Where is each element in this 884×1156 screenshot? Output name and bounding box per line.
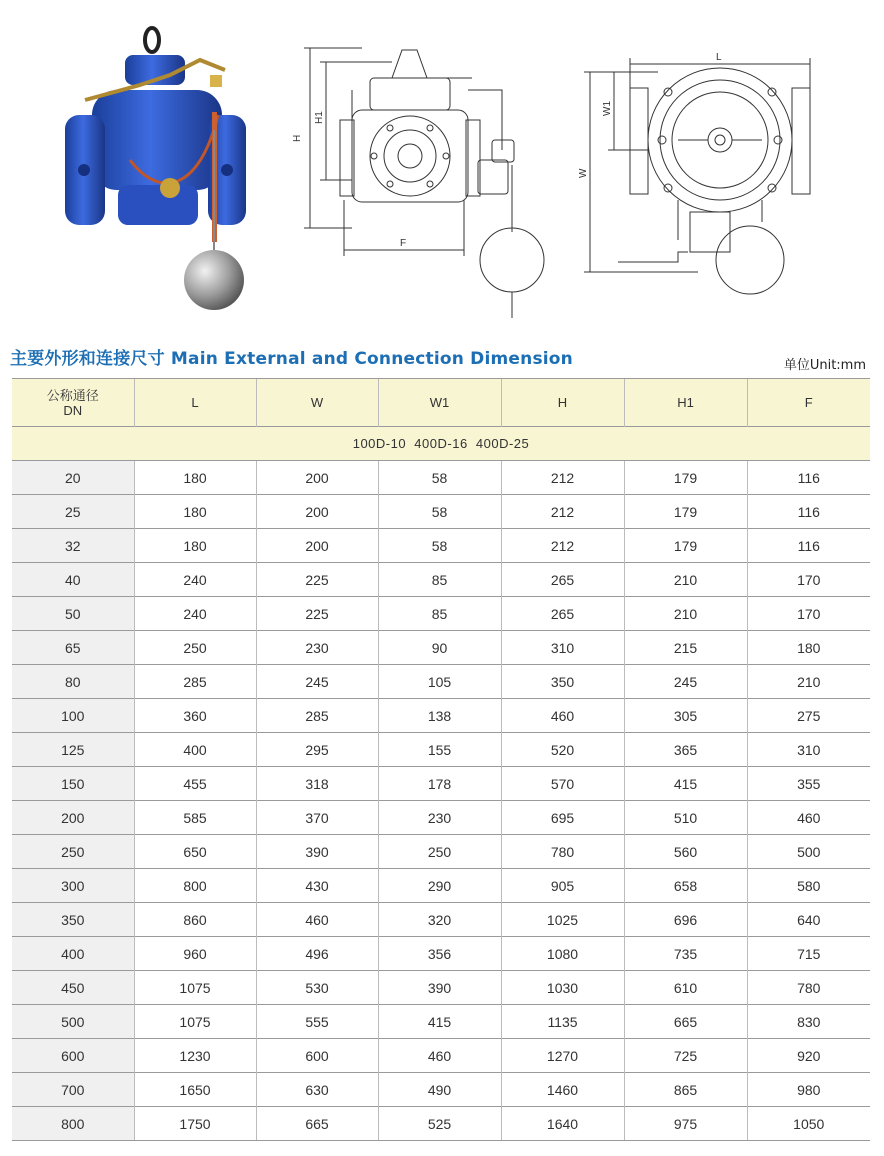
cell-h1: 245 <box>624 665 747 699</box>
cell-h: 212 <box>501 529 624 563</box>
cell-f: 210 <box>747 665 870 699</box>
cell-h1: 415 <box>624 767 747 801</box>
cell-w: 200 <box>256 461 378 495</box>
cell-dn: 65 <box>12 631 134 665</box>
cell-l: 960 <box>134 937 256 971</box>
cell-h1: 510 <box>624 801 747 835</box>
cell-f: 116 <box>747 529 870 563</box>
cell-w: 225 <box>256 597 378 631</box>
side-label-l: L <box>716 52 722 63</box>
cell-dn: 500 <box>12 1005 134 1039</box>
table-row <box>12 1107 870 1141</box>
table-row <box>12 869 870 903</box>
product-figures <box>0 0 884 335</box>
table-row <box>12 529 870 563</box>
cell-w1: 525 <box>378 1107 501 1141</box>
cell-f: 1050 <box>747 1107 870 1141</box>
cell-w: 430 <box>256 869 378 903</box>
header-h1: H1 <box>624 379 747 427</box>
cell-dn: 50 <box>12 597 134 631</box>
cell-dn: 100 <box>12 699 134 733</box>
cell-h1: 865 <box>624 1073 747 1107</box>
header-dn-en: DN <box>63 402 83 418</box>
cell-w1: 155 <box>378 733 501 767</box>
cell-l: 360 <box>134 699 256 733</box>
cell-dn: 300 <box>12 869 134 903</box>
table-row <box>12 801 870 835</box>
cell-h: 570 <box>501 767 624 801</box>
front-view-drawing <box>292 0 552 330</box>
cell-h1: 665 <box>624 1005 747 1039</box>
cell-h1: 696 <box>624 903 747 937</box>
cell-w1: 356 <box>378 937 501 971</box>
cell-h: 265 <box>501 597 624 631</box>
cell-h1: 658 <box>624 869 747 903</box>
cell-h: 520 <box>501 733 624 767</box>
cell-dn: 250 <box>12 835 134 869</box>
cell-f: 355 <box>747 767 870 801</box>
cell-l: 250 <box>134 631 256 665</box>
cell-w1: 230 <box>378 801 501 835</box>
cell-w: 390 <box>256 835 378 869</box>
table-row <box>12 937 870 971</box>
cell-l: 240 <box>134 563 256 597</box>
table-row <box>12 1039 870 1073</box>
cell-dn: 40 <box>12 563 134 597</box>
cell-dn: 25 <box>12 495 134 529</box>
table-row <box>12 1005 870 1039</box>
side-label-w1: W1 <box>602 101 613 116</box>
cell-h: 1135 <box>501 1005 624 1039</box>
cell-h1: 179 <box>624 461 747 495</box>
cell-w1: 85 <box>378 563 501 597</box>
cell-h: 1080 <box>501 937 624 971</box>
cell-h: 350 <box>501 665 624 699</box>
cell-w1: 85 <box>378 597 501 631</box>
cell-f: 170 <box>747 597 870 631</box>
cell-h1: 560 <box>624 835 747 869</box>
header-w1: W1 <box>378 379 501 427</box>
cell-h1: 365 <box>624 733 747 767</box>
cell-dn: 350 <box>12 903 134 937</box>
cell-w: 245 <box>256 665 378 699</box>
cell-w1: 390 <box>378 971 501 1005</box>
cell-dn: 400 <box>12 937 134 971</box>
table-body <box>12 461 870 1141</box>
cell-w1: 290 <box>378 869 501 903</box>
cell-h: 1030 <box>501 971 624 1005</box>
cell-l: 1075 <box>134 1005 256 1039</box>
cell-dn: 20 <box>12 461 134 495</box>
cell-f: 580 <box>747 869 870 903</box>
cell-w1: 58 <box>378 529 501 563</box>
model-group-row <box>12 427 870 461</box>
table-row <box>12 597 870 631</box>
cell-f: 460 <box>747 801 870 835</box>
cell-dn: 32 <box>12 529 134 563</box>
header-l: L <box>134 379 256 427</box>
table-row <box>12 563 870 597</box>
cell-w1: 460 <box>378 1039 501 1073</box>
cell-h1: 725 <box>624 1039 747 1073</box>
front-label-h1: H1 <box>314 111 325 124</box>
header-h: H <box>501 379 624 427</box>
cell-h1: 610 <box>624 971 747 1005</box>
cell-h: 212 <box>501 495 624 529</box>
cell-w: 630 <box>256 1073 378 1107</box>
cell-f: 640 <box>747 903 870 937</box>
cell-w1: 250 <box>378 835 501 869</box>
cell-w: 530 <box>256 971 378 1005</box>
table-row <box>12 631 870 665</box>
cell-f: 830 <box>747 1005 870 1039</box>
cell-h: 1025 <box>501 903 624 937</box>
cell-l: 455 <box>134 767 256 801</box>
cell-h1: 210 <box>624 563 747 597</box>
cell-f: 180 <box>747 631 870 665</box>
cell-w: 225 <box>256 563 378 597</box>
table-row <box>12 665 870 699</box>
cell-dn: 700 <box>12 1073 134 1107</box>
cell-h: 780 <box>501 835 624 869</box>
table-row <box>12 835 870 869</box>
cell-w1: 415 <box>378 1005 501 1039</box>
cell-dn: 200 <box>12 801 134 835</box>
cell-l: 800 <box>134 869 256 903</box>
side-view-drawing <box>578 0 838 330</box>
cell-h: 460 <box>501 699 624 733</box>
table-row <box>12 733 870 767</box>
cell-h: 1640 <box>501 1107 624 1141</box>
cell-w: 600 <box>256 1039 378 1073</box>
cell-f: 780 <box>747 971 870 1005</box>
table-row <box>12 699 870 733</box>
cell-l: 1750 <box>134 1107 256 1141</box>
cell-h: 212 <box>501 461 624 495</box>
cell-dn: 80 <box>12 665 134 699</box>
cell-w: 200 <box>256 529 378 563</box>
cell-f: 275 <box>747 699 870 733</box>
cell-w1: 58 <box>378 495 501 529</box>
cell-w1: 90 <box>378 631 501 665</box>
unit-label: 单位Unit:mm <box>783 358 866 373</box>
cell-f: 920 <box>747 1039 870 1073</box>
cell-w: 285 <box>256 699 378 733</box>
table-row <box>12 903 870 937</box>
cell-h1: 215 <box>624 631 747 665</box>
table-row <box>12 971 870 1005</box>
cell-l: 650 <box>134 835 256 869</box>
cell-f: 170 <box>747 563 870 597</box>
dimension-table <box>12 378 870 1141</box>
valve-photo <box>50 0 260 330</box>
header-dn-cn: 公称通径 <box>46 387 99 403</box>
cell-w: 496 <box>256 937 378 971</box>
cell-f: 500 <box>747 835 870 869</box>
cell-w1: 105 <box>378 665 501 699</box>
cell-dn: 800 <box>12 1107 134 1141</box>
cell-dn: 150 <box>12 767 134 801</box>
header-f: F <box>747 379 870 427</box>
header-w: W <box>256 379 378 427</box>
cell-l: 1075 <box>134 971 256 1005</box>
cell-dn: 125 <box>12 733 134 767</box>
cell-l: 180 <box>134 495 256 529</box>
cell-h1: 735 <box>624 937 747 971</box>
cell-f: 310 <box>747 733 870 767</box>
cell-w: 230 <box>256 631 378 665</box>
cell-w: 318 <box>256 767 378 801</box>
cell-h1: 305 <box>624 699 747 733</box>
cell-h: 265 <box>501 563 624 597</box>
cell-w: 460 <box>256 903 378 937</box>
cell-f: 116 <box>747 461 870 495</box>
cell-w: 665 <box>256 1107 378 1141</box>
cell-l: 1650 <box>134 1073 256 1107</box>
cell-h1: 179 <box>624 529 747 563</box>
cell-h1: 179 <box>624 495 747 529</box>
cell-h: 695 <box>501 801 624 835</box>
cell-h1: 975 <box>624 1107 747 1141</box>
cell-dn: 600 <box>12 1039 134 1073</box>
cell-f: 715 <box>747 937 870 971</box>
cell-h1: 210 <box>624 597 747 631</box>
cell-l: 240 <box>134 597 256 631</box>
cell-l: 860 <box>134 903 256 937</box>
front-label-h: H <box>292 134 303 142</box>
cell-l: 400 <box>134 733 256 767</box>
table-row <box>12 495 870 529</box>
cell-f: 116 <box>747 495 870 529</box>
table-row <box>12 767 870 801</box>
side-label-w: W <box>578 168 589 178</box>
cell-l: 1230 <box>134 1039 256 1073</box>
cell-l: 180 <box>134 461 256 495</box>
model-group-label: 100D-10 400D-16 400D-25 <box>12 427 870 461</box>
table-row <box>12 461 870 495</box>
cell-w1: 178 <box>378 767 501 801</box>
cell-w: 200 <box>256 495 378 529</box>
table-row <box>12 1073 870 1107</box>
section-title: 主要外形和连接尺寸 Main External and Connection Dimension <box>10 349 573 369</box>
header-dn <box>12 379 134 427</box>
cell-h: 1270 <box>501 1039 624 1073</box>
cell-w: 295 <box>256 733 378 767</box>
cell-h: 905 <box>501 869 624 903</box>
cell-l: 180 <box>134 529 256 563</box>
cell-w: 370 <box>256 801 378 835</box>
cell-w1: 58 <box>378 461 501 495</box>
cell-h: 1460 <box>501 1073 624 1107</box>
cell-w1: 490 <box>378 1073 501 1107</box>
cell-w1: 320 <box>378 903 501 937</box>
cell-w: 555 <box>256 1005 378 1039</box>
cell-l: 585 <box>134 801 256 835</box>
table-header-row <box>12 379 870 427</box>
cell-dn: 450 <box>12 971 134 1005</box>
front-label-f: F <box>400 238 407 249</box>
cell-f: 980 <box>747 1073 870 1107</box>
cell-l: 285 <box>134 665 256 699</box>
cell-h: 310 <box>501 631 624 665</box>
cell-w1: 138 <box>378 699 501 733</box>
